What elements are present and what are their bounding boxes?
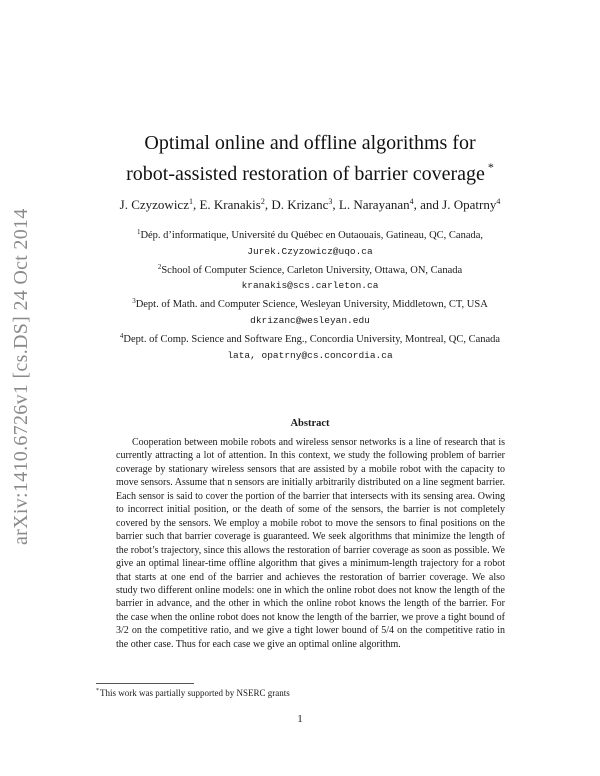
author-mark: 4 [496,197,501,206]
affiliation-2 [60,260,560,278]
title-line-2-text: robot-assisted restoration of barrier coverage [126,163,485,185]
affiliation-mark: 1 [136,228,141,236]
affiliation-text: Dept. of Math. and Computer Science, Wesleyan University, Middletown, CT, USA [135,299,488,310]
arxiv-stamp: arXiv:1410.6726v1 [cs.DS] 24 Oct 2014 [10,208,32,545]
author-krizanc: D. Krizanc [271,197,329,212]
footnote-text: This work was partially supported by NSERC grants [100,688,290,698]
paper-title [80,131,540,186]
author-opatrny: J. Opatrny [442,197,497,212]
affiliation-text: Dept. of Comp. Science and Software Eng., Concordia University, Montreal, QC, Canada [123,334,501,345]
affiliation-3 [60,294,560,312]
author-separator: , [264,197,272,212]
abstract-text: Cooperation between mobile robots and wireless sensor networks is a line of research that is currently attracting a lot of attention. In this context, we study the following problem of barrier coverage by stationary wireless sensors that are assisted by a mobile robot with the capacity to move sensors. Assume that n sensors are initially arbitrarily distributed on a line segment barrier. Each sensor is said to cover the portion of the barrier that intersects with its sensing area. Owing to incorrect initial position, or the death of some of the sensors, the barrier is not completely covered by the sensors. We employ a mobile robot to move the sensors to final positions on the barrier such that barrier coverage is guaranteed. We seek algorithms that minimize the length of the robot’s trajectory, since this allows the restoration of barrier coverage as soon as possible. We give an optimal linear-time offline algorithm that gives a minimum-length trajectory for a robot that starts at one end of the barrier and achieves the restoration of barrier coverage. We also study two different online models: one in which the online robot does not know the length of the barrier in advance, and the other in which the online robot knows the length of the barrier. For the case when the online robot does not know the length of the barrier, we prove a tight bound of 3/2 on the competitive ratio, and we give a tight lower bound of 5/4 on the competitive ratio in the other case. Thus for each case we give an optimal online algorithm. [116,437,505,650]
author-separator: , [332,197,339,212]
footnote [96,688,290,698]
author-list [60,193,560,214]
page-number: 1 [297,713,303,725]
author-mark: 3 [328,197,333,206]
affiliation-mark: 3 [132,297,136,305]
email-2: kranakis@scs.carleton.ca [241,280,379,291]
author-narayanan: L. Narayanan [338,197,410,212]
title-line-2 [80,155,540,186]
abstract-heading: Abstract [290,418,330,429]
author-mark: 4 [409,197,414,206]
author-separator: , and [413,197,443,212]
author-czyzowicz: J. Czyzowicz [119,197,189,212]
email-4: lata, opatrny@cs.concordia.ca [227,350,393,361]
email-1: Jurek.Czyzowicz@uqo.ca [247,246,373,257]
footnote-rule [96,683,194,684]
title-footnote-mark: * [487,160,494,174]
author-mark: 2 [260,197,265,206]
affiliation-1 [60,225,560,243]
affiliation-mark: 2 [157,263,162,271]
email-3: dkrizanc@wesleyan.edu [250,315,370,326]
affiliation-mark: 4 [119,332,124,340]
affiliation-text: Dép. d’informatique, Université du Québec en Outaouais, Gatineau, QC, Canada, [140,230,484,241]
author-mark: 1 [188,197,193,206]
affiliation-text: School of Computer Science, Carleton University, Ottawa, ON, Canada [161,265,463,276]
footnote-mark: * [96,688,99,694]
affiliation-4 [60,329,560,347]
title-line-1: Optimal online and offline algorithms for [144,132,476,154]
author-separator: , [192,197,200,212]
author-kranakis: E. Kranakis [199,197,261,212]
